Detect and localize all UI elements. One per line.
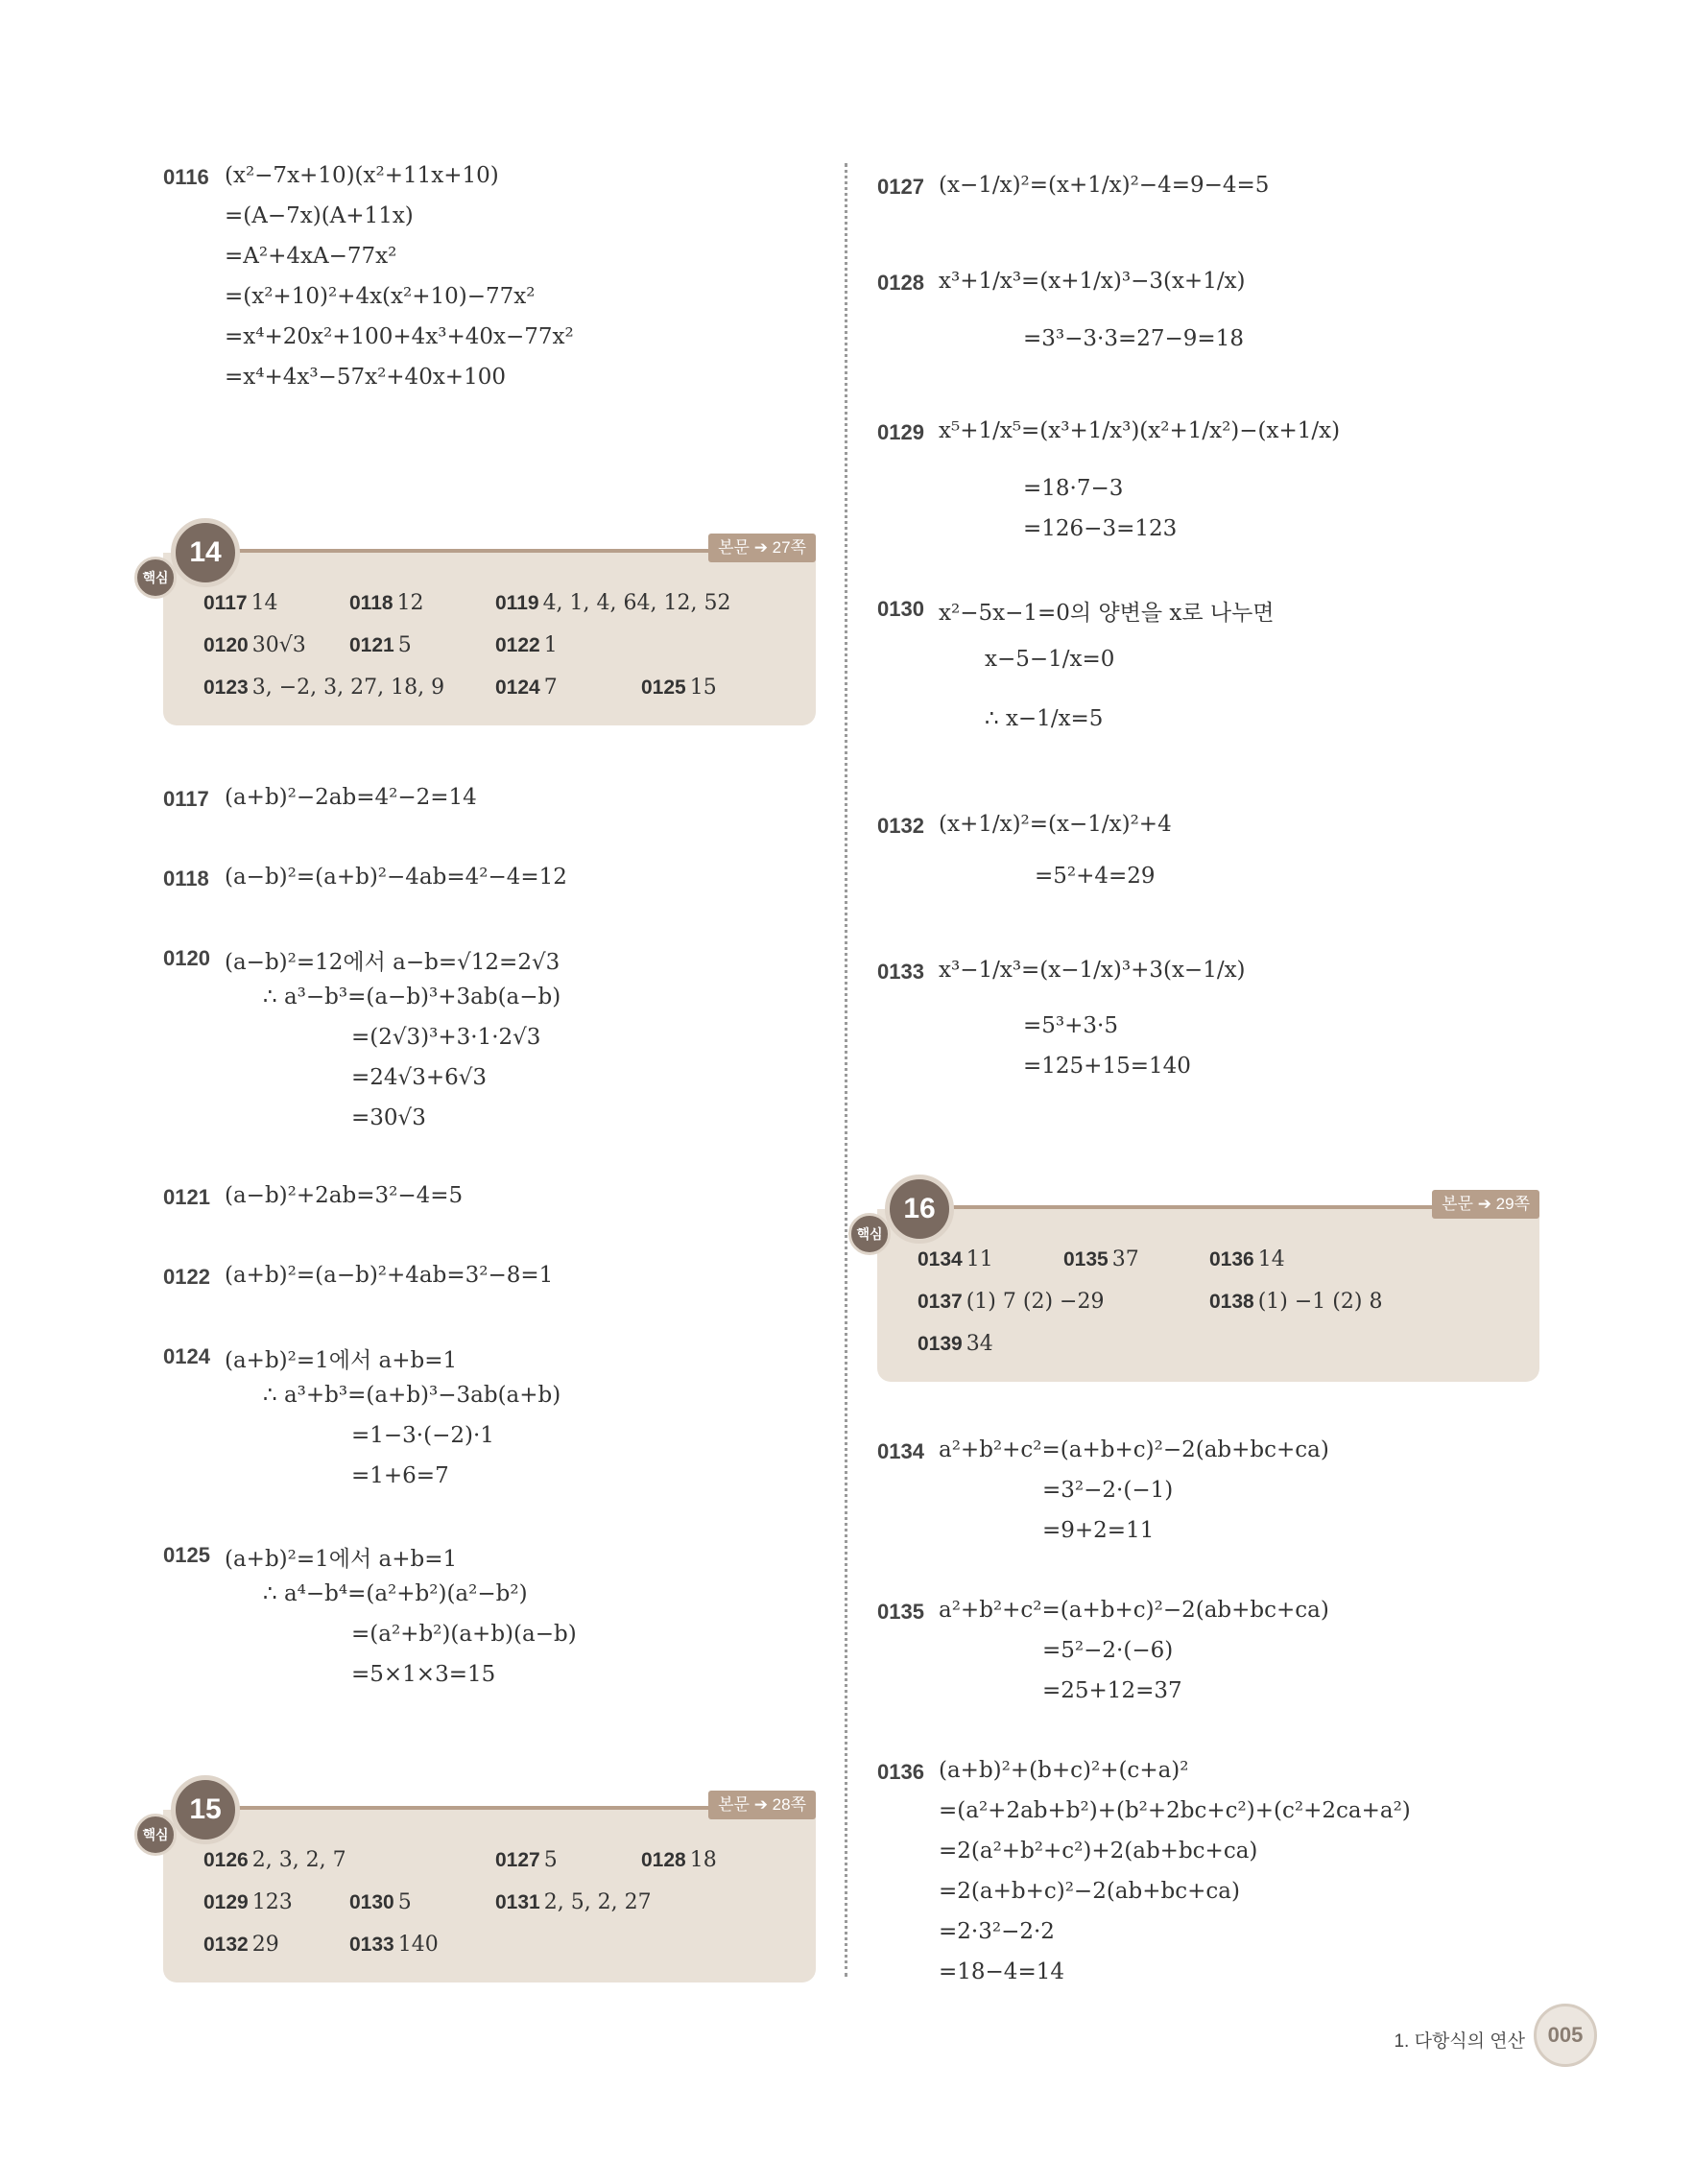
answer-item: 0126 2, 3, 2, 7 [203,1848,346,1872]
math-line: x²−5x−1=0의 양변을 x로 나누면 [939,601,1275,626]
math-line: (a−b)²+2ab=3²−4=5 [225,1183,464,1208]
math-line: ∴ a⁴−b⁴=(a²+b²)(a²−b²) [263,1581,528,1606]
math-line: =3³−3·3=27−9=18 [1023,326,1244,351]
answer-item: 0128 18 [641,1848,717,1872]
answer-item: 0139 34 [918,1332,993,1356]
problem-number: 0127 [877,175,924,199]
math-line: (a+b)²=(a−b)²+4ab=3²−8=1 [225,1263,554,1288]
math-line: =5²−2·(−6) [1042,1638,1174,1663]
math-line: =5×1×3=15 [351,1662,496,1687]
core-tag: 핵심 [848,1213,891,1255]
answer-item: 0133 140 [349,1933,439,1957]
answer-item: 0138 (1) −1 (2) 8 [1209,1290,1383,1314]
math-line: (a+b)²=1에서 a+b=1 [225,1348,458,1373]
math-line: =2(a²+b²+c²)+2(ab+bc+ca) [939,1839,1258,1864]
problem-number: 0121 [163,1185,210,1209]
answer-item: 0120 30√3 [203,633,306,657]
problem-number: 0133 [877,960,924,984]
answer-item: 0129 123 [203,1890,293,1914]
math-line: (a+b)²+(b+c)²+(c+a)² [939,1758,1189,1783]
math-line: =30√3 [351,1105,426,1130]
answer-item: 0137 (1) 7 (2) −29 [918,1290,1105,1314]
math-line: ∴ a³−b³=(a−b)³+3ab(a−b) [263,985,561,1009]
problem-number: 0124 [163,1344,210,1368]
math-line: (x−1/x)²=(x+1/x)²−4=9−4=5 [939,173,1270,198]
problem-number: 0132 [877,814,924,838]
math-line: =(a²+b²)(a+b)(a−b) [351,1622,577,1647]
answer-item: 0134 11 [918,1247,993,1271]
answer-item: 0119 4, 1, 4, 64, 12, 52 [495,591,731,615]
math-line: ∴ a³+b³=(a+b)³−3ab(a+b) [263,1383,561,1408]
page-reference: 본문 ➔ 27쪽 [708,534,816,562]
page-reference: 본문 ➔ 29쪽 [1432,1190,1539,1219]
problem-number: 0118 [163,866,209,890]
problem-number: 0136 [877,1760,924,1784]
math-line: =x⁴+4x³−57x²+40x+100 [225,365,506,390]
answer-item: 0121 5 [349,633,412,657]
math-line: =(2√3)³+3·1·2√3 [351,1025,541,1050]
math-line: =3²−2·(−1) [1042,1478,1174,1503]
math-line: x³+1/x³=(x+1/x)³−3(x+1/x) [939,269,1246,294]
math-line: a²+b²+c²=(a+b+c)²−2(ab+bc+ca) [939,1598,1329,1623]
problem-number: 0117 [163,787,209,811]
math-line: (a−b)²=12에서 a−b=√12=2√3 [225,950,560,975]
math-line: =(A−7x)(A+11x) [225,203,414,228]
page-number: 005 [1534,2004,1597,2067]
math-line: x⁵+1/x⁵=(x³+1/x³)(x²+1/x²)−(x+1/x) [939,418,1341,443]
math-line: =(a²+2ab+b²)+(b²+2bc+c²)+(c²+2ca+a²) [939,1798,1411,1823]
problem-number: 0134 [877,1439,924,1463]
answer-item: 0117 14 [203,591,278,615]
answer-item: 0122 1 [495,633,558,657]
math-line: =5²+4=29 [1035,864,1156,889]
math-line: =A²+4xA−77x² [225,244,397,269]
section-badge: 14 [171,518,240,587]
problem-number: 0129 [877,420,924,444]
core-tag: 핵심 [134,557,177,599]
math-line: =18·7−3 [1023,476,1124,501]
math-line: =125+15=140 [1023,1054,1191,1079]
math-line: =1−3·(−2)·1 [351,1423,494,1448]
section-badge: 16 [885,1175,954,1244]
math-line: =18−4=14 [939,1959,1064,1984]
math-line: (a−b)²=(a+b)²−4ab=4²−4=12 [225,865,567,890]
answer-item: 0118 12 [349,591,424,615]
chapter-title: 1. 다항식의 연산 [1394,2031,1525,2052]
problem-number: 0128 [877,271,924,295]
math-line: =9+2=11 [1042,1518,1155,1543]
answer-item: 0124 7 [495,676,558,700]
core-tag: 핵심 [134,1814,177,1856]
answer-item: 0135 37 [1063,1247,1139,1271]
problem-number: 0130 [877,597,924,621]
answer-item: 0132 29 [203,1933,279,1957]
math-line: x−5−1/x=0 [985,647,1115,672]
problem-number: 0116 [163,165,209,189]
math-line: (a+b)²−2ab=4²−2=14 [225,785,477,810]
math-line: (x²−7x+10)(x²+11x+10) [225,163,499,188]
math-line: x³−1/x³=(x−1/x)³+3(x−1/x) [939,958,1246,983]
math-line: a²+b²+c²=(a+b+c)²−2(ab+bc+ca) [939,1437,1329,1462]
math-line: =24√3+6√3 [351,1065,488,1090]
math-line: =5³+3·5 [1023,1013,1118,1038]
section-badge: 15 [171,1775,240,1844]
answer-item: 0123 3, −2, 3, 27, 18, 9 [203,676,445,700]
problem-number: 0135 [877,1600,924,1624]
answer-item: 0127 5 [495,1848,558,1872]
math-line: (a+b)²=1에서 a+b=1 [225,1547,458,1572]
answer-item: 0130 5 [349,1890,412,1914]
column-divider [845,163,847,1977]
math-line: ∴ x−1/x=5 [985,706,1104,731]
answer-item: 0131 2, 5, 2, 27 [495,1890,652,1914]
problem-number: 0125 [163,1543,210,1567]
page-reference: 본문 ➔ 28쪽 [708,1791,816,1819]
math-line: =(x²+10)²+4x(x²+10)−77x² [225,284,536,309]
math-line: =x⁴+20x²+100+4x³+40x−77x² [225,324,574,349]
math-line: =2·3²−2·2 [939,1919,1055,1944]
math-line: (x+1/x)²=(x−1/x)²+4 [939,812,1172,837]
answer-item: 0125 15 [641,676,717,700]
answer-item: 0136 14 [1209,1247,1285,1271]
problem-number: 0120 [163,946,210,970]
problem-number: 0122 [163,1265,210,1289]
math-line: =2(a+b+c)²−2(ab+bc+ca) [939,1879,1240,1904]
math-line: =25+12=37 [1042,1678,1182,1703]
math-line: =126−3=123 [1023,516,1178,541]
math-line: =1+6=7 [351,1463,449,1488]
